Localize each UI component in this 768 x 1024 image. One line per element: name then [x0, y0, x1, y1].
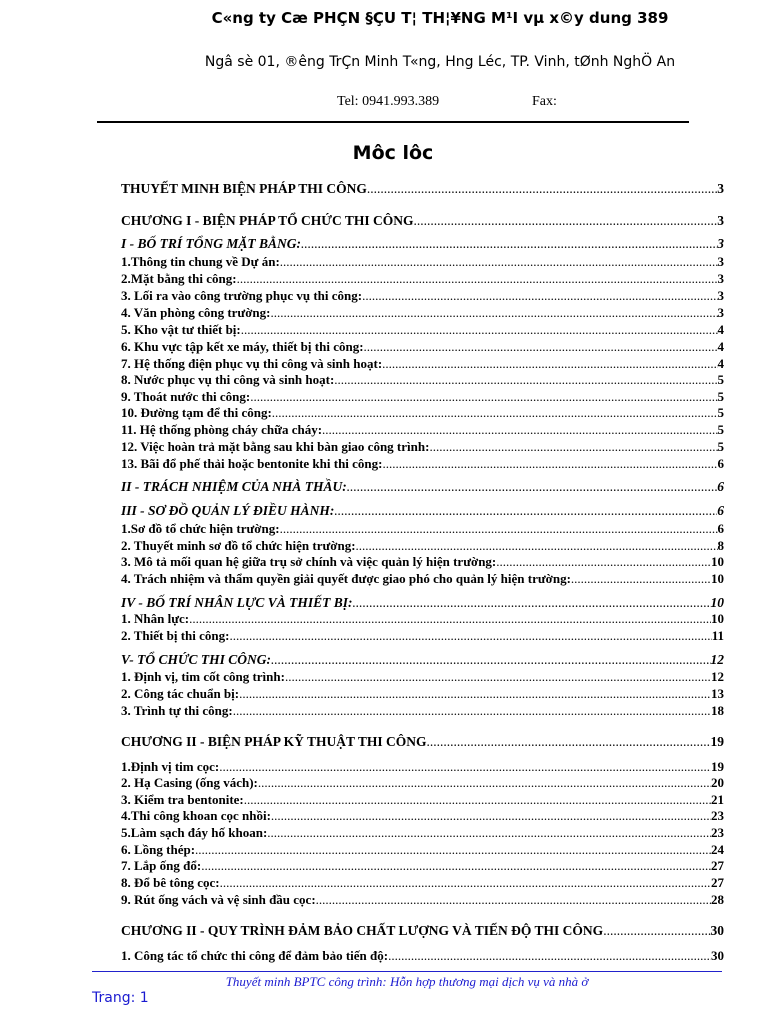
toc-leader-dots	[258, 775, 711, 791]
toc-leader-dots	[388, 948, 711, 964]
toc-entry-title: 12. Việc hoàn trả mặt bằng sau khi bàn giao công trình:	[121, 439, 430, 454]
toc-leader-dots	[280, 521, 718, 537]
toc-entry-title: 6. Lồng thép:	[121, 842, 196, 857]
toc-entry	[121, 652, 724, 668]
toc-entry-page: 5	[717, 372, 724, 387]
toc-entry	[121, 703, 724, 719]
toc-leader-dots	[219, 759, 711, 775]
toc-entry-title: 2. Thiết bị thi công:	[121, 628, 230, 643]
toc-entry-title: 5. Kho vật tư thiết bị:	[121, 322, 241, 337]
toc-leader-dots	[603, 923, 710, 939]
toc-entry-page: 3	[717, 254, 724, 269]
toc-leader-dots	[189, 611, 711, 627]
toc-entry-title: I - BỐ TRÍ TỔNG MẶT BẰNG:	[121, 236, 302, 251]
toc-entry-title: 11. Hệ thống phòng cháy chữa cháy:	[121, 422, 323, 437]
toc-entry-title: 9. Rút ống vách và vệ sinh đầu cọc:	[121, 892, 316, 907]
toc-entry	[121, 775, 724, 791]
toc-entry	[121, 213, 724, 229]
toc-entry	[121, 858, 724, 874]
toc-entry-title: 1.Thông tin chung về Dự án:	[121, 254, 280, 269]
toc-entry-page: 30	[711, 948, 724, 963]
toc-entry-title: 8. Đổ bê tông cọc:	[121, 875, 220, 890]
toc-entry-page: 24	[711, 842, 724, 857]
toc-entry	[121, 595, 724, 611]
fax: Fax:	[532, 94, 557, 109]
toc-leader-dots	[239, 686, 711, 702]
toc-entry-page: 23	[711, 825, 724, 840]
toc-leader-dots	[356, 538, 718, 554]
toc-entry-page: 4	[717, 339, 724, 354]
toc-entry	[121, 571, 724, 587]
toc-leader-dots	[496, 554, 711, 570]
toc-leader-dots	[285, 669, 711, 685]
toc-entry-title: 3. Lối ra vào công trường phục vụ thi công:	[121, 288, 363, 303]
toc-entry	[121, 339, 724, 355]
toc-entry-page: 4	[717, 322, 724, 337]
toc-entry	[121, 792, 724, 808]
toc-leader-dots	[429, 439, 717, 455]
toc-entry	[121, 759, 724, 775]
toc-leader-dots	[271, 652, 711, 668]
toc-entry-page: 11	[711, 628, 724, 643]
toc-entry-page: 28	[711, 892, 724, 907]
toc-leader-dots	[241, 322, 718, 338]
toc-leader-dots	[271, 808, 711, 824]
toc-entry	[121, 456, 724, 472]
toc-leader-dots	[229, 628, 711, 644]
toc-entry-page: 3	[717, 236, 724, 251]
toc-entry-title: 3. Trình tự thi công:	[121, 703, 233, 718]
toc-entry-page: 3	[717, 213, 724, 228]
toc-entry-title: 1. Nhân lực:	[121, 611, 190, 626]
footer-text: Thuyết minh BPTC công trình: Hỗn hợp thương mại dịch vụ và nhà ở	[225, 974, 589, 989]
toc-entry	[121, 521, 724, 537]
toc-entry	[121, 288, 724, 304]
toc-entry-page: 27	[711, 875, 724, 890]
toc-entry-page: 21	[711, 792, 724, 807]
toc-leader-dots	[233, 703, 711, 719]
toc-leader-dots	[334, 503, 717, 519]
toc-entry-page: 12	[711, 669, 724, 684]
toc-title: Môc lôc	[352, 142, 434, 164]
toc-entry-title: THUYẾT MINH BIỆN PHÁP THI CÔNG	[121, 181, 367, 196]
toc-entry-page: 19	[711, 759, 724, 774]
toc-entry	[121, 538, 724, 554]
toc-entry	[121, 254, 724, 270]
toc-entry-page: 8	[717, 538, 724, 553]
toc-leader-dots	[383, 456, 718, 472]
toc-entry-title: 7. Hệ thống điện phục vụ thi công và sinh hoạt:	[121, 356, 383, 371]
toc-entry-title: 2.Mặt bằng thi công:	[121, 271, 237, 286]
toc-entry	[121, 322, 724, 338]
toc-entry-title: 3. Mô tả mối quan hệ giữa trụ sở chính và việc quản lý hiện trường:	[121, 554, 497, 569]
telephone: Tel: 0941.993.389	[337, 94, 440, 109]
toc-leader-dots	[250, 389, 717, 405]
toc-entry	[121, 923, 724, 939]
toc-leader-dots	[195, 842, 711, 858]
toc-entry	[121, 669, 724, 685]
page-number: Trang: 1	[92, 990, 149, 1006]
toc-entry-page: 18	[711, 703, 724, 718]
toc-entry	[121, 892, 724, 908]
toc-entry-title: 10. Đường tạm để thi công:	[121, 405, 272, 420]
toc-leader-dots	[334, 372, 717, 388]
toc-entry-page: 5	[717, 405, 724, 420]
toc-entry-title: V- TỔ CHỨC THI CÔNG:	[121, 652, 271, 667]
toc-entry-title: 4. Văn phòng công trường:	[121, 305, 271, 320]
toc-entry-page: 3	[717, 288, 724, 303]
toc-entry-title: 3. Kiểm tra bentonite:	[121, 792, 244, 807]
toc-entry-title: CHƯƠNG I - BIỆN PHÁP TỔ CHỨC THI CÔNG	[121, 213, 414, 228]
toc-entry	[121, 875, 724, 891]
toc-entry-page: 12	[710, 652, 724, 667]
toc-entry-page: 10	[711, 611, 724, 626]
toc-leader-dots	[270, 305, 717, 321]
toc-entry	[121, 236, 724, 252]
toc-entry-title: 1.Sơ đồ tổ chức hiện trường:	[121, 521, 280, 536]
toc-entry-page: 6	[717, 479, 724, 494]
toc-leader-dots	[362, 288, 717, 304]
toc-entry	[121, 808, 724, 824]
toc-leader-dots	[382, 356, 717, 372]
toc-entry	[121, 554, 724, 570]
toc-entry	[121, 181, 724, 197]
toc-leader-dots	[272, 405, 718, 421]
toc-entry-page: 6	[717, 521, 724, 536]
toc-leader-dots	[267, 825, 711, 841]
toc-entry-page: 10	[710, 595, 724, 610]
toc-entry	[121, 628, 724, 644]
toc-entry	[121, 305, 724, 321]
toc-entry-page: 5	[717, 422, 724, 437]
toc-leader-dots	[201, 858, 711, 874]
toc-entry	[121, 405, 724, 421]
toc-entry	[121, 734, 724, 750]
footer-divider	[92, 971, 722, 972]
toc-entry	[121, 372, 724, 388]
toc-entry	[121, 389, 724, 405]
toc-entry	[121, 842, 724, 858]
toc-entry-title: 2. Công tác chuẩn bị:	[121, 686, 240, 701]
toc-entry	[121, 439, 724, 455]
toc-entry-page: 10	[711, 554, 724, 569]
company-name: C«ng ty Cæ PHÇN §ÇU T¦ TH¦¥NG M¹I vµ x©y dung 389	[211, 9, 669, 27]
toc-leader-dots	[220, 875, 711, 891]
toc-entry-title: 1. Công tác tổ chức thi công để đảm bảo tiến độ:	[121, 948, 389, 963]
toc-entry-page: 3	[717, 271, 724, 286]
toc-leader-dots	[322, 422, 717, 438]
company-address: Ngâ sè 01, ®êng TrÇn Minh T«ng, Hng Léc, TP. Vinh, tØnh NghÖ An	[204, 54, 676, 70]
toc-entry	[121, 686, 724, 702]
toc-entry-page: 27	[711, 858, 724, 873]
toc-entry-title: II - TRÁCH NHIỆM CỦA NHÀ THẦU:	[121, 479, 347, 494]
toc-entry	[121, 611, 724, 627]
toc-entry	[121, 948, 724, 964]
toc-entry	[121, 479, 724, 495]
toc-entry	[121, 825, 724, 841]
toc-entry-page: 4	[717, 356, 724, 371]
toc-entry-title: 9. Thoát nước thi công:	[121, 389, 251, 404]
toc-entry-title: 13. Bãi đổ phế thải hoặc bentonite khi thi công:	[121, 456, 383, 471]
toc-entry-title: CHƯƠNG II - QUY TRÌNH ĐẢM BẢO CHẤT LƯỢNG VÀ TIẾN ĐỘ THI CÔNG	[121, 923, 604, 938]
toc-leader-dots	[347, 479, 717, 495]
toc-entry-page: 6	[717, 503, 724, 518]
toc-leader-dots	[367, 181, 717, 197]
toc-entry-page: 19	[710, 734, 724, 749]
toc-entry-page: 5	[717, 439, 724, 454]
toc-leader-dots	[301, 236, 717, 252]
toc-entry-page: 6	[717, 456, 724, 471]
toc-entry	[121, 422, 724, 438]
toc-leader-dots	[316, 892, 711, 908]
toc-entry-title: 7. Lắp ống đổ:	[121, 858, 202, 873]
toc-entry-title: 5.Làm sạch đáy hố khoan:	[121, 825, 268, 840]
toc-entry-title: 6. Khu vực tập kết xe máy, thiết bị thi công:	[121, 339, 364, 354]
toc-entry-title: 8. Nước phục vụ thi công và sinh hoạt:	[121, 372, 335, 387]
toc-entry-page: 23	[711, 808, 724, 823]
toc-entry-title: 2. Hạ Casing (ống vách):	[121, 775, 258, 790]
toc-leader-dots	[237, 271, 718, 287]
toc-leader-dots	[353, 595, 711, 611]
toc-entry-title: CHƯƠNG II - BIỆN PHÁP KỸ THUẬT THI CÔNG	[121, 734, 427, 749]
toc-entry-page: 3	[717, 181, 724, 196]
toc-leader-dots	[244, 792, 711, 808]
toc-entry-page: 10	[711, 571, 724, 586]
toc-entry-page: 20	[711, 775, 724, 790]
toc-entry-page: 3	[717, 305, 724, 320]
toc-leader-dots	[280, 254, 718, 270]
toc-entry-title: IV - BỐ TRÍ NHÂN LỰC VÀ THIẾT BỊ:	[121, 595, 353, 610]
toc-entry-title: 1. Định vị, tim cốt công trình:	[121, 669, 285, 684]
toc-entry-title: 4. Trách nhiệm và thẩm quyền giải quyết được giao phó cho quản lý hiện trường:	[121, 571, 571, 586]
toc-entry-title: 2. Thuyết minh sơ đồ tổ chức hiện trường:	[121, 538, 356, 553]
toc-leader-dots	[427, 734, 711, 750]
toc-entry-title: III - SƠ ĐỒ QUẢN LÝ ĐIỀU HÀNH:	[121, 503, 335, 518]
toc-entry-title: 1.Định vị tim cọc:	[121, 759, 220, 774]
toc-entry-page: 30	[710, 923, 724, 938]
toc-entry	[121, 271, 724, 287]
toc-entry-page: 5	[717, 389, 724, 404]
toc-entry	[121, 503, 724, 519]
toc-entry	[121, 356, 724, 372]
toc-entry-page: 13	[711, 686, 724, 701]
toc-entry-title: 4.Thi công khoan cọc nhồi:	[121, 808, 271, 823]
toc-leader-dots	[364, 339, 718, 355]
toc-leader-dots	[414, 213, 718, 229]
toc-leader-dots	[571, 571, 711, 587]
